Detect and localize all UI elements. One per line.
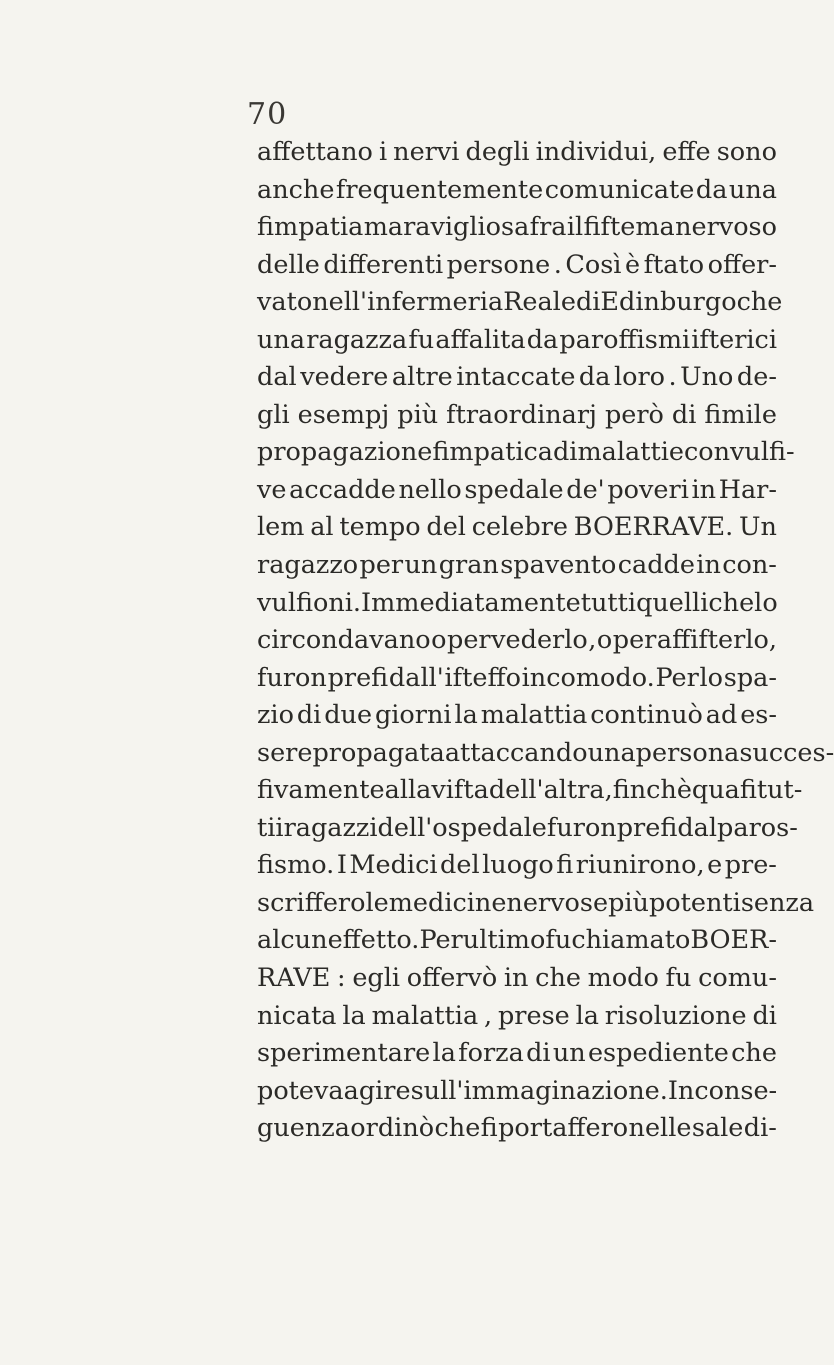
word: tut- [756, 775, 803, 806]
word: ftraordinarj [446, 399, 597, 430]
word: una [587, 737, 636, 768]
word: che [708, 587, 755, 618]
word: di [671, 399, 697, 430]
text-line [257, 134, 777, 172]
word: più [397, 399, 439, 430]
word: delle [257, 249, 320, 280]
word: furon [546, 812, 617, 843]
word: Immediatamente [361, 587, 581, 618]
word: fu [665, 963, 692, 994]
word: fu [545, 925, 572, 956]
word: nelle [628, 1113, 692, 1144]
word: al [310, 512, 334, 543]
page-number: 70 [247, 97, 288, 132]
word: Così [565, 249, 622, 280]
word: differenti [323, 249, 444, 280]
word: sull' [410, 1075, 464, 1106]
word: vifta [431, 775, 489, 806]
word: però [604, 399, 664, 430]
word: dall' [388, 662, 444, 693]
word: maravigliosa [363, 212, 530, 243]
text-line [257, 697, 777, 735]
word: fismo. [257, 850, 335, 881]
word: chiamato [571, 925, 691, 956]
text-line [257, 622, 777, 660]
word: un [404, 550, 438, 581]
word: loro [613, 362, 666, 393]
word: fivamente [257, 775, 385, 806]
word: che [535, 963, 581, 994]
word: furon [257, 662, 327, 693]
word: fiftema [583, 212, 675, 243]
word: Medici [349, 850, 438, 881]
word: di [552, 437, 578, 468]
word: sono [716, 137, 777, 167]
word: dell' [377, 812, 433, 843]
word: tutti [580, 587, 637, 618]
word: che [434, 1113, 481, 1144]
word: egli [352, 963, 401, 994]
text-line [257, 735, 834, 773]
word: I [336, 850, 347, 881]
word: luogo [482, 850, 554, 881]
body-text [257, 134, 834, 1148]
word: medicine [388, 887, 507, 918]
word: intaccate [456, 362, 576, 393]
word: è [624, 249, 641, 280]
word: In [667, 1075, 695, 1106]
word: modo [587, 963, 659, 994]
word: individui, [535, 137, 657, 167]
word: continuò [590, 700, 703, 731]
word: alcun [257, 925, 328, 956]
word: BOERRAVE. [573, 512, 734, 543]
word: infermeria [367, 287, 504, 318]
word: pre- [724, 850, 777, 881]
text-line [257, 810, 798, 848]
word: altra, [543, 775, 613, 806]
word: lem [257, 512, 305, 543]
text-line [257, 885, 815, 923]
word: di- [743, 1113, 777, 1144]
word: la [342, 1000, 366, 1031]
word: paros- [717, 812, 798, 843]
word: vulfioni. [257, 587, 362, 618]
word: il [566, 212, 584, 243]
word: finchè [612, 775, 692, 806]
word: ifterici [691, 324, 777, 355]
word: le [365, 887, 389, 918]
word: nell' [312, 287, 368, 318]
word: degli [465, 137, 530, 167]
word: i [275, 812, 284, 843]
word: de' [566, 474, 605, 505]
word: persone [446, 249, 551, 280]
word: ragazza [306, 324, 408, 355]
word: celebre [471, 512, 568, 543]
word: attaccando [444, 737, 588, 768]
word: alla [384, 775, 432, 806]
word: nicata [257, 1000, 337, 1031]
word: giorni [374, 700, 452, 731]
word: ifteffo [444, 662, 521, 693]
word: Uno [680, 362, 734, 393]
word: in [691, 474, 717, 505]
word: ragazzi [283, 812, 378, 843]
word: cadde [617, 550, 695, 581]
word: Per [655, 662, 699, 693]
text-line [257, 998, 777, 1036]
word: una [257, 324, 306, 355]
word: fra [529, 212, 567, 243]
word: per [447, 625, 491, 656]
word: la [575, 1000, 599, 1031]
word: quafi [691, 775, 757, 806]
word: . [553, 249, 562, 280]
word: forza [458, 1038, 524, 1069]
word: BOER- [690, 925, 777, 956]
word: . [659, 1075, 668, 1106]
word: vederlo [491, 625, 588, 656]
word: gran [438, 550, 499, 581]
word: lo [699, 662, 724, 693]
word: poveri [607, 474, 689, 505]
word: comunicate [544, 174, 695, 205]
text-line [257, 585, 777, 623]
text-line [257, 509, 777, 547]
word: lo [754, 587, 778, 618]
word: persona [635, 737, 740, 768]
text-line [257, 847, 777, 885]
word: quelli [636, 587, 709, 618]
word: . [668, 362, 677, 393]
word: sale [691, 1113, 744, 1144]
word: prefi [616, 812, 678, 843]
word: propagazione [257, 437, 433, 468]
text-line [257, 960, 777, 998]
word: poteva [257, 1075, 344, 1106]
word: comu- [698, 963, 777, 994]
word: la [432, 1038, 456, 1069]
word: esempj [297, 399, 390, 430]
word: circondavano [257, 625, 431, 656]
word: tempo [339, 512, 421, 543]
word: i [378, 137, 388, 167]
word: offer- [707, 249, 777, 280]
word: spedale [464, 474, 564, 505]
text-line [257, 209, 777, 247]
word: un [552, 1038, 586, 1069]
word: in [696, 550, 721, 581]
word: incomodo. [521, 662, 655, 693]
text-line [257, 397, 777, 435]
word: immaginazione [463, 1075, 660, 1106]
word: risoluzione [604, 1000, 747, 1031]
word: del [426, 512, 466, 543]
word: , [484, 1000, 493, 1031]
word: ospedale [432, 812, 547, 843]
text-line [257, 472, 777, 510]
text-line [257, 660, 777, 698]
word: di [575, 287, 601, 318]
word: per [359, 550, 404, 581]
text-line [257, 547, 777, 585]
word: effetto. [327, 925, 420, 956]
word: ve [257, 474, 287, 505]
word: de- [736, 362, 777, 393]
word: Edinburgo [600, 287, 737, 318]
word: Per [419, 925, 463, 956]
word: fimile [704, 399, 777, 430]
word: che [736, 287, 783, 318]
text-line [257, 1035, 777, 1073]
text-line [257, 322, 777, 360]
word: una [728, 174, 777, 205]
text-line [257, 434, 795, 472]
word: fimpatica [432, 437, 553, 468]
word: o [431, 625, 447, 656]
word: spavento [500, 550, 617, 581]
word: dal [677, 812, 718, 843]
word: RAVE [257, 963, 331, 994]
word: nervoso [675, 212, 777, 243]
word: vedere [300, 362, 389, 393]
word: succes- [739, 737, 834, 768]
word: la [454, 700, 478, 731]
word: ad [705, 700, 738, 731]
word: spa- [723, 662, 777, 693]
word: offervò [406, 963, 498, 994]
word: affifterlo, [656, 625, 777, 656]
word: ordinò [350, 1113, 435, 1144]
word: malattia [371, 1000, 479, 1031]
word: che [731, 1038, 777, 1069]
word: potenti [648, 887, 741, 918]
word: gli [257, 399, 290, 430]
word: ultimo [462, 925, 546, 956]
word: conse- [694, 1075, 778, 1106]
word: Har- [718, 474, 777, 505]
word: dell' [488, 775, 544, 806]
word: da [526, 324, 559, 355]
word: agire [343, 1075, 411, 1106]
text-line [257, 922, 777, 960]
word: Un [739, 512, 777, 543]
word: ti [257, 812, 276, 843]
word: affalita [435, 324, 526, 355]
word: effe [662, 137, 711, 167]
word: fimpatia [257, 212, 364, 243]
word: e [707, 850, 723, 881]
word: nello [398, 474, 462, 505]
word: di [296, 700, 322, 731]
word: in [503, 963, 529, 994]
word: dal [257, 362, 297, 393]
word: Reale [503, 287, 576, 318]
text-line [257, 172, 777, 210]
word: es- [740, 700, 777, 731]
word: sere [257, 737, 313, 768]
word: anche [257, 174, 335, 205]
word: prese [497, 1000, 570, 1031]
word: malattie [577, 437, 684, 468]
word: da [695, 174, 728, 205]
word: convulfi- [683, 437, 795, 468]
word: più [608, 887, 649, 918]
word: propagata [312, 737, 445, 768]
word: , [588, 625, 597, 656]
text-line [257, 359, 777, 397]
word: nervose [506, 887, 609, 918]
word: sperimentare [257, 1038, 431, 1069]
word: del [440, 850, 480, 881]
word: due [324, 700, 373, 731]
text-line [257, 247, 777, 285]
word: prefi [327, 662, 389, 693]
word: ragazzo [257, 550, 359, 581]
word: frequentemente [335, 174, 544, 205]
word: riunirono, [575, 850, 705, 881]
text-line [257, 284, 783, 322]
word: di [752, 1000, 777, 1031]
word: per [612, 625, 657, 656]
word: espediente [587, 1038, 729, 1069]
text-line [257, 1110, 777, 1148]
word: vato [257, 287, 313, 318]
word: zio [257, 700, 294, 731]
word: guenza [257, 1113, 350, 1144]
word: : [337, 963, 346, 994]
word: senza [740, 887, 815, 918]
word: accadde [289, 474, 396, 505]
word: fi [556, 850, 574, 881]
word: fi [480, 1113, 498, 1144]
word: con- [722, 550, 777, 581]
word: affettano [257, 137, 373, 167]
word: ftato [643, 249, 705, 280]
word: fu [408, 324, 435, 355]
word: da [578, 362, 611, 393]
word: nervi [393, 137, 460, 167]
word: o [596, 625, 613, 656]
word: scriffero [257, 887, 366, 918]
word: portaffero [498, 1113, 629, 1144]
word: altre [391, 362, 453, 393]
word: paroffismi [559, 324, 691, 355]
text-line [257, 772, 803, 810]
word: malattia [480, 700, 588, 731]
word: di [526, 1038, 551, 1069]
text-line [257, 1073, 777, 1111]
